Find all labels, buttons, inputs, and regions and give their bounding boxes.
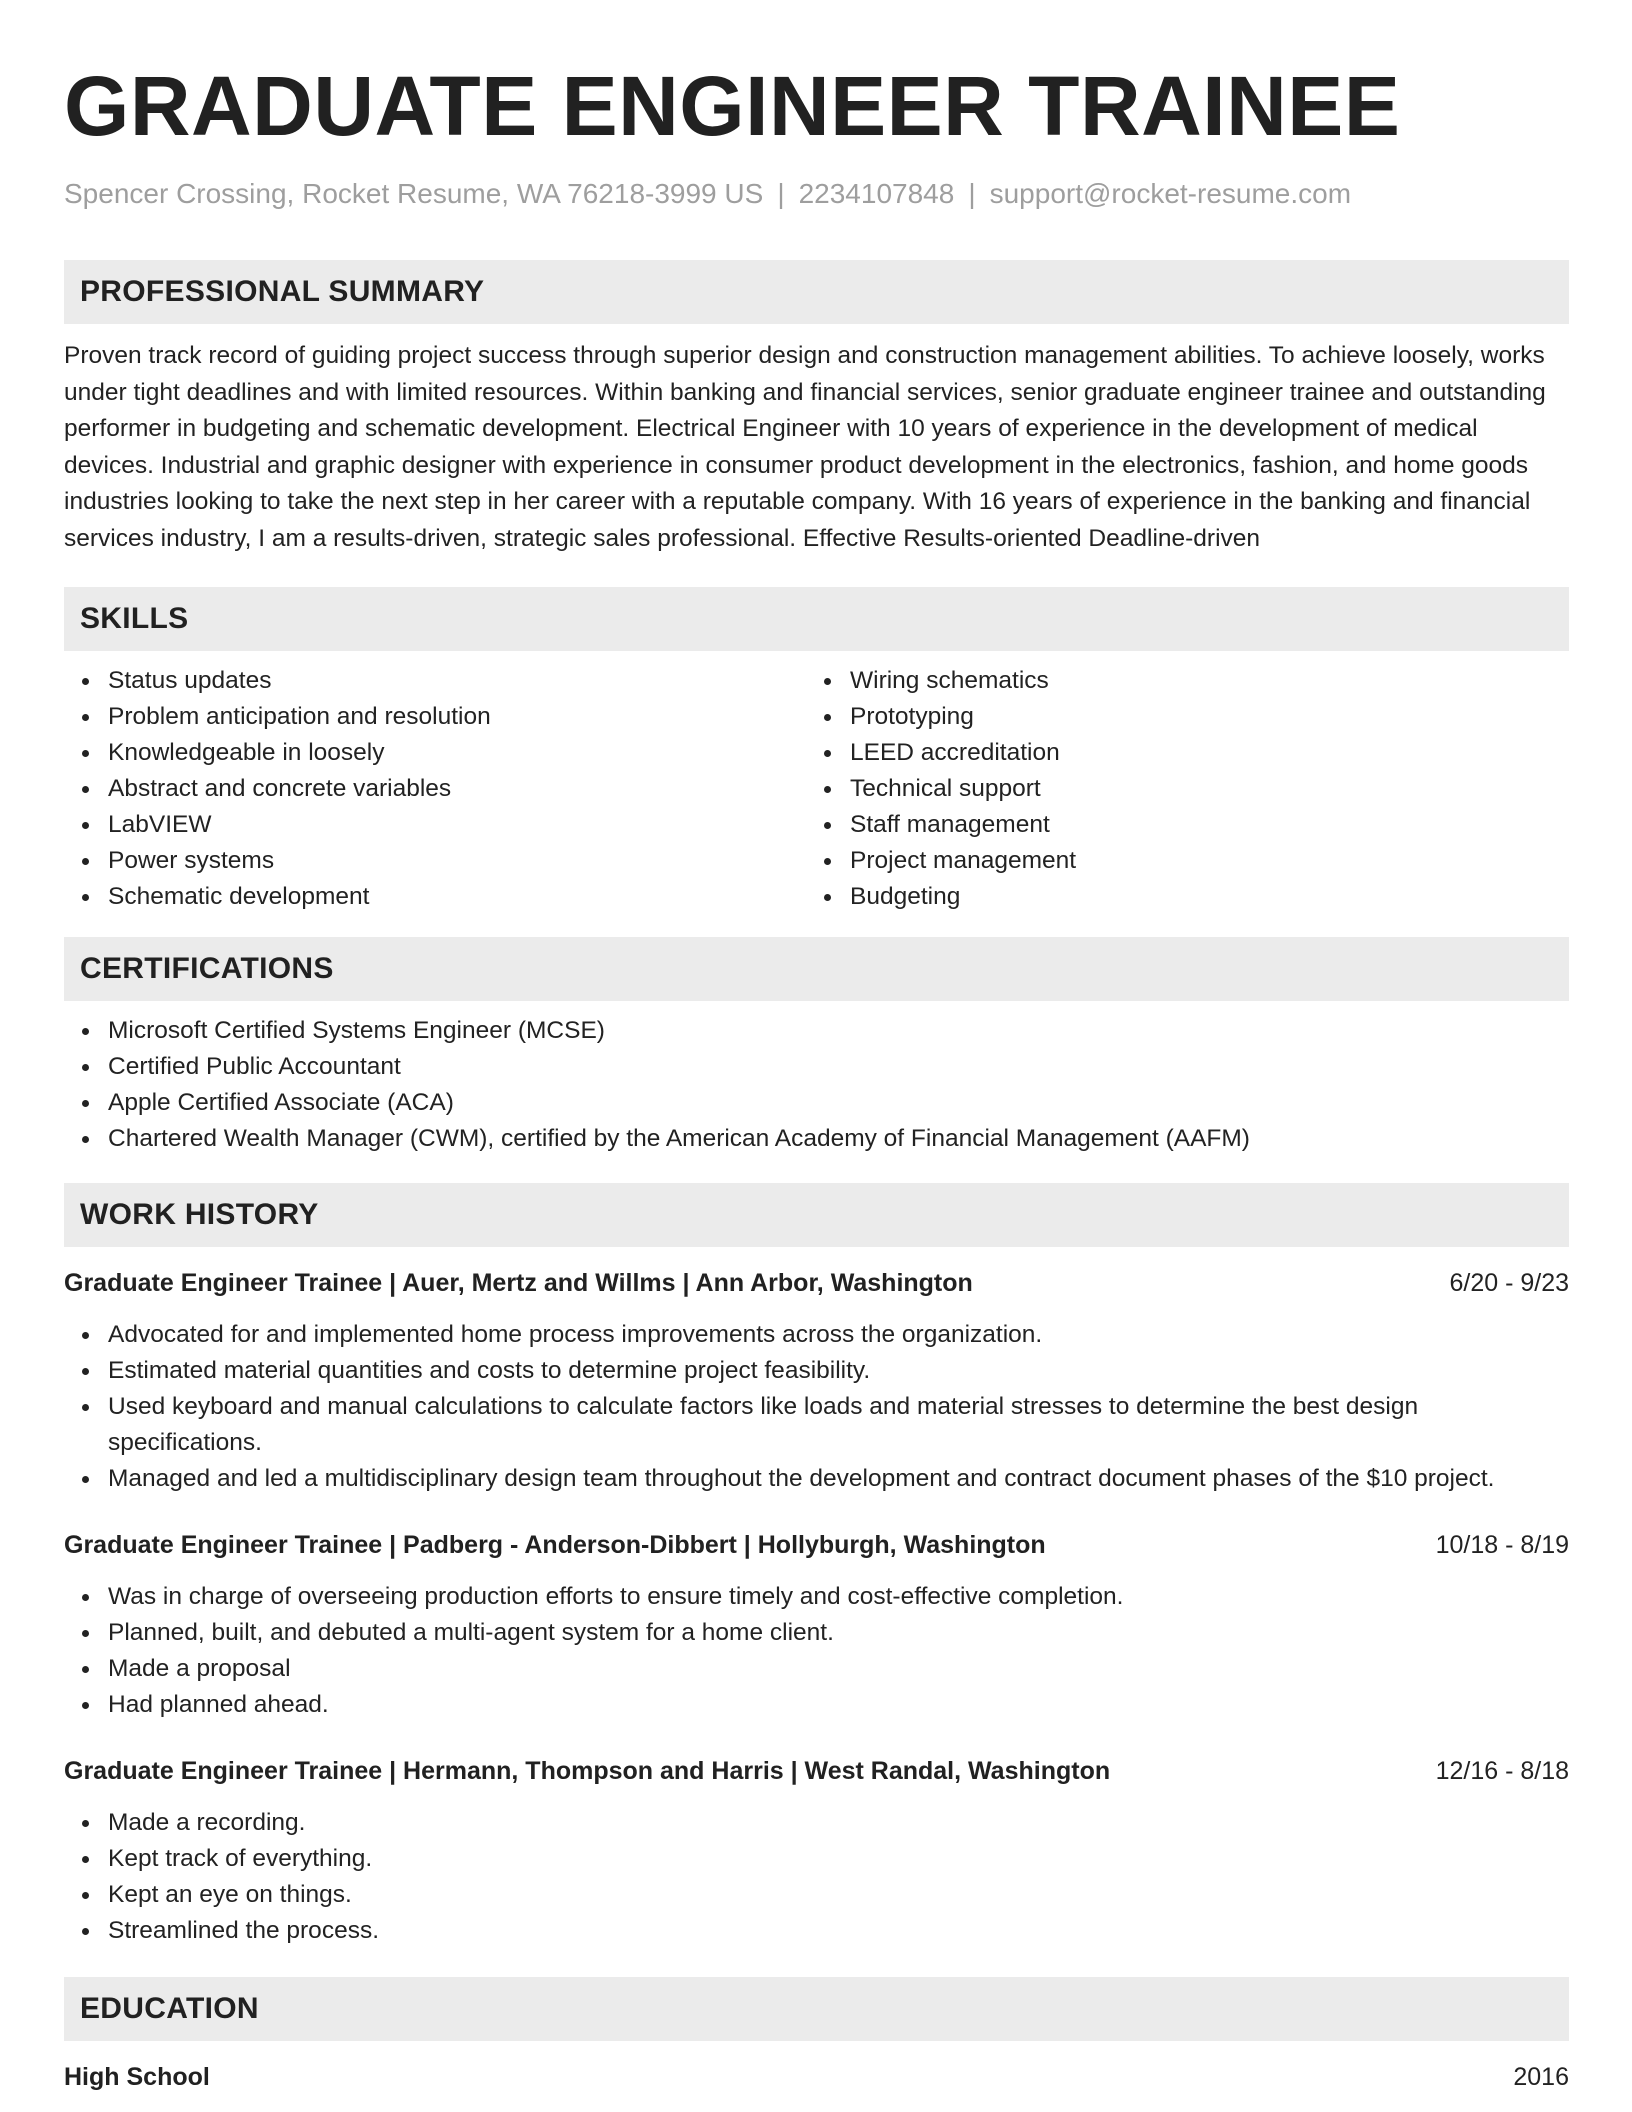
section-header-skills: SKILLS [64,587,1569,651]
skill-item: Problem anticipation and resolution [108,699,806,735]
section-header-professional-summary: PROFESSIONAL SUMMARY [64,260,1569,324]
job-title: Graduate Engineer Trainee | Hermann, Thompson and Harris | West Randal, Washington [64,1757,1111,1785]
job-dates: 6/20 - 9/23 [1449,1269,1569,1297]
education-entry [64,2059,1569,2095]
job-entry [64,1753,1569,1949]
education-title: High School [64,2063,210,2091]
job-bullet: Kept track of everything. [108,1841,1569,1877]
job-bullet: Estimated material quantities and costs to determine project feasibility. [108,1353,1569,1389]
skills-column-right [806,663,1548,915]
job-title: Graduate Engineer Trainee | Auer, Mertz and Willms | Ann Arbor, Washington [64,1269,973,1297]
job-bullet: Had planned ahead. [108,1687,1569,1723]
skill-item: Wiring schematics [850,663,1548,699]
professional-summary-text: Proven track record of guiding project success through superior design and construction management abilities. To achieve loosely, works under tight deadlines and with limited resources. Within banking and financial services, senior graduate engineer trainee and outstanding performer in budgeting and schematic development. Electrical Engineer with 10 years of experience in the development of medical devices. Industrial and graphic designer with experience in consumer product development in the electronics, fashion, and home goods industries looking to take the next step in her career with a reputable company. With 16 years of experience in the banking and financial services industry, I am a results-driven, strategic sales professional. Effective Results-oriented Deadline-driven [64,342,1546,552]
job-bullets [64,1805,1569,1949]
section-header-work-history: WORK HISTORY [64,1183,1569,1247]
skill-item: Power systems [108,843,806,879]
contact-separator: | [777,178,785,209]
job-title: Graduate Engineer Trainee | Padberg - Anderson-Dibbert | Hollyburgh, Washington [64,1531,1046,1559]
job-dates: 10/18 - 8/19 [1435,1531,1569,1559]
skills-grid [64,663,1569,915]
contact-address: Spencer Crossing, Rocket Resume, WA 76218-3999 US [64,178,764,209]
skill-item: Technical support [850,771,1548,807]
job-bullets [64,1579,1569,1723]
job-bullet: Advocated for and implemented home process improvements across the organization. [108,1317,1569,1353]
skill-item: Staff management [850,807,1548,843]
job-bullet: Made a proposal [108,1651,1569,1687]
contact-separator: | [968,178,976,209]
skill-item: Project management [850,843,1548,879]
job-header [64,1265,1569,1301]
resume-name-title: GRADUATE ENGINEER TRAINEE [64,59,1401,153]
skill-item: Budgeting [850,879,1548,915]
job-entry [64,1527,1569,1723]
certifications-list [64,1013,1569,1157]
skills-column-left [64,663,806,915]
contact-phone: 2234107848 [798,178,955,209]
job-bullet: Planned, built, and debuted a multi-agent system for a home client. [108,1615,1569,1651]
education-year: 2016 [1513,2063,1569,2091]
skill-item: Status updates [108,663,806,699]
contact-email: support@rocket-resume.com [989,178,1352,209]
job-bullet: Was in charge of overseeing production efforts to ensure timely and cost-effective completion. [108,1579,1569,1615]
skill-item: LEED accreditation [850,735,1548,771]
job-bullets [64,1317,1569,1497]
job-header [64,1527,1569,1563]
skill-item: Knowledgeable in loosely [108,735,806,771]
certification-item: Chartered Wealth Manager (CWM), certified by the American Academy of Financial Management (AAFM) [108,1121,1569,1157]
skill-item: LabVIEW [108,807,806,843]
job-dates: 12/16 - 8/18 [1435,1757,1569,1785]
contact-line [64,178,1569,210]
job-bullet: Streamlined the process. [108,1913,1569,1949]
skill-item: Schematic development [108,879,806,915]
certification-item: Apple Certified Associate (ACA) [108,1085,1569,1121]
skill-item: Abstract and concrete variables [108,771,806,807]
job-bullet: Made a recording. [108,1805,1569,1841]
job-entry [64,1265,1569,1497]
skills-list-left [64,663,806,915]
section-header-certifications: CERTIFICATIONS [64,937,1569,1001]
section-header-education: EDUCATION [64,1977,1569,2041]
skill-item: Prototyping [850,699,1548,735]
skills-list-right [806,663,1548,915]
job-bullet: Used keyboard and manual calculations to calculate factors like loads and material stresses to determine the best design specifications. [108,1389,1569,1461]
certification-item: Certified Public Accountant [108,1049,1569,1085]
job-bullet: Kept an eye on things. [108,1877,1569,1913]
job-header [64,1753,1569,1789]
certification-item: Microsoft Certified Systems Engineer (MCSE) [108,1013,1569,1049]
job-bullet: Managed and led a multidisciplinary design team throughout the development and contract document phases of the $10 project. [108,1461,1569,1497]
